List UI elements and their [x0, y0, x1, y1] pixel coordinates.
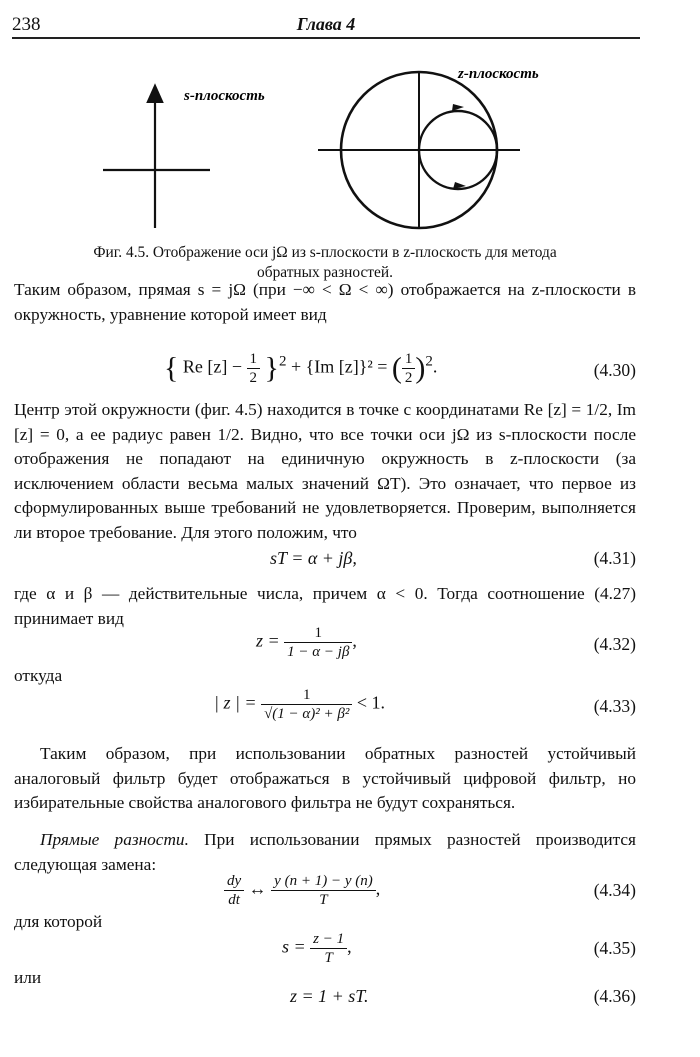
figure-caption	[14, 243, 636, 283]
z-plane-label: z-плоскость	[458, 66, 539, 82]
figure-drawing	[0, 52, 700, 242]
equation-4-33: | z | = $\frac{1}{\text{√(1 − α)² + β²}}$ < 1. (4.33)	[214, 687, 636, 722]
paragraph-1: Таким образом, прямая s = jΩ (при −∞ < Ω < ∞) отображается на z-плоскости в окружность, уравнение которой имеет вид	[14, 280, 636, 324]
figure-4-5	[0, 52, 700, 242]
paragraph-4: откуда	[14, 666, 63, 685]
equation-4-34: $\frac{dy}{dt}$ ↔ $\frac{y (n + 1) - y (n)}{T}$ , (4.34)	[14, 872, 636, 912]
header-rule	[12, 37, 640, 39]
s-plane-label: s-плоскость	[184, 88, 265, 104]
equation-4-35: s = $\frac{z - 1}{T}$ , (4.35)	[282, 931, 636, 966]
caption-line-2: обратных разностей.	[257, 264, 393, 281]
page-number: 238	[12, 14, 41, 35]
paragraph-3: где α и β — действительные числа, причем α < 0. Тогда соотношение (4.27) принимает вид	[14, 584, 636, 628]
equation-4-32: z = $\frac{1}{1 - \alpha - j\beta}$ , (4.32)	[256, 625, 636, 660]
paragraph-6: Прямые разности. При использовании прямых разностей производится следующая замена:	[14, 830, 636, 874]
caption-line-1: Фиг. 4.5. Отображение оси jΩ из s-плоскости в z-плоскость для метода	[93, 244, 557, 261]
eq-number: (4.34)	[593, 880, 636, 900]
eq-number: (4.31)	[593, 548, 636, 568]
page-header	[12, 4, 640, 34]
paragraph-5: Таким образом, при использовании обратных разностей устойчивый аналоговый фильтр будет отображаться в устойчивый цифровой фильтр, но избирательные свойства аналогового фильтра не будут сохраняться.	[14, 744, 636, 813]
eq-number: (4.33)	[593, 696, 636, 716]
paragraph-7: для которой	[14, 912, 103, 931]
eq-number: (4.32)	[593, 634, 636, 654]
equation-4-31: sT = α + jβ, (4.31)	[270, 548, 636, 568]
paragraph-2: Центр этой окружности (фиг. 4.5) находится в точке с координатами Re [z] = 1/2, Im [z] = 0, а ее радиус равен 1/2. Видно, что все точки оси jΩ из s-плоскости после отображения не попадают на единичную окружность в z-плоскости (за исключением области весьма малых значений ΩT). Это означает, что первое из сформулированных выше требований не удовлетворяется. Проверим, выполняется ли второе требование. Для этого положим, что	[14, 400, 636, 542]
paragraph-8: или	[14, 968, 42, 987]
eq-number: (4.30)	[593, 360, 636, 380]
eq-number: (4.36)	[593, 986, 636, 1006]
equation-4-36: z = 1 + sT. (4.36)	[290, 986, 636, 1006]
equation-4-30: { Re [z] − $\frac{1}{2}$ }$^2$ + {Im [z]}² = ( $\frac{1}{2}$ )$^2$. (4.30)	[164, 351, 636, 386]
eq-number: (4.35)	[593, 938, 636, 958]
chapter-title: Глава 4	[296, 14, 356, 34]
